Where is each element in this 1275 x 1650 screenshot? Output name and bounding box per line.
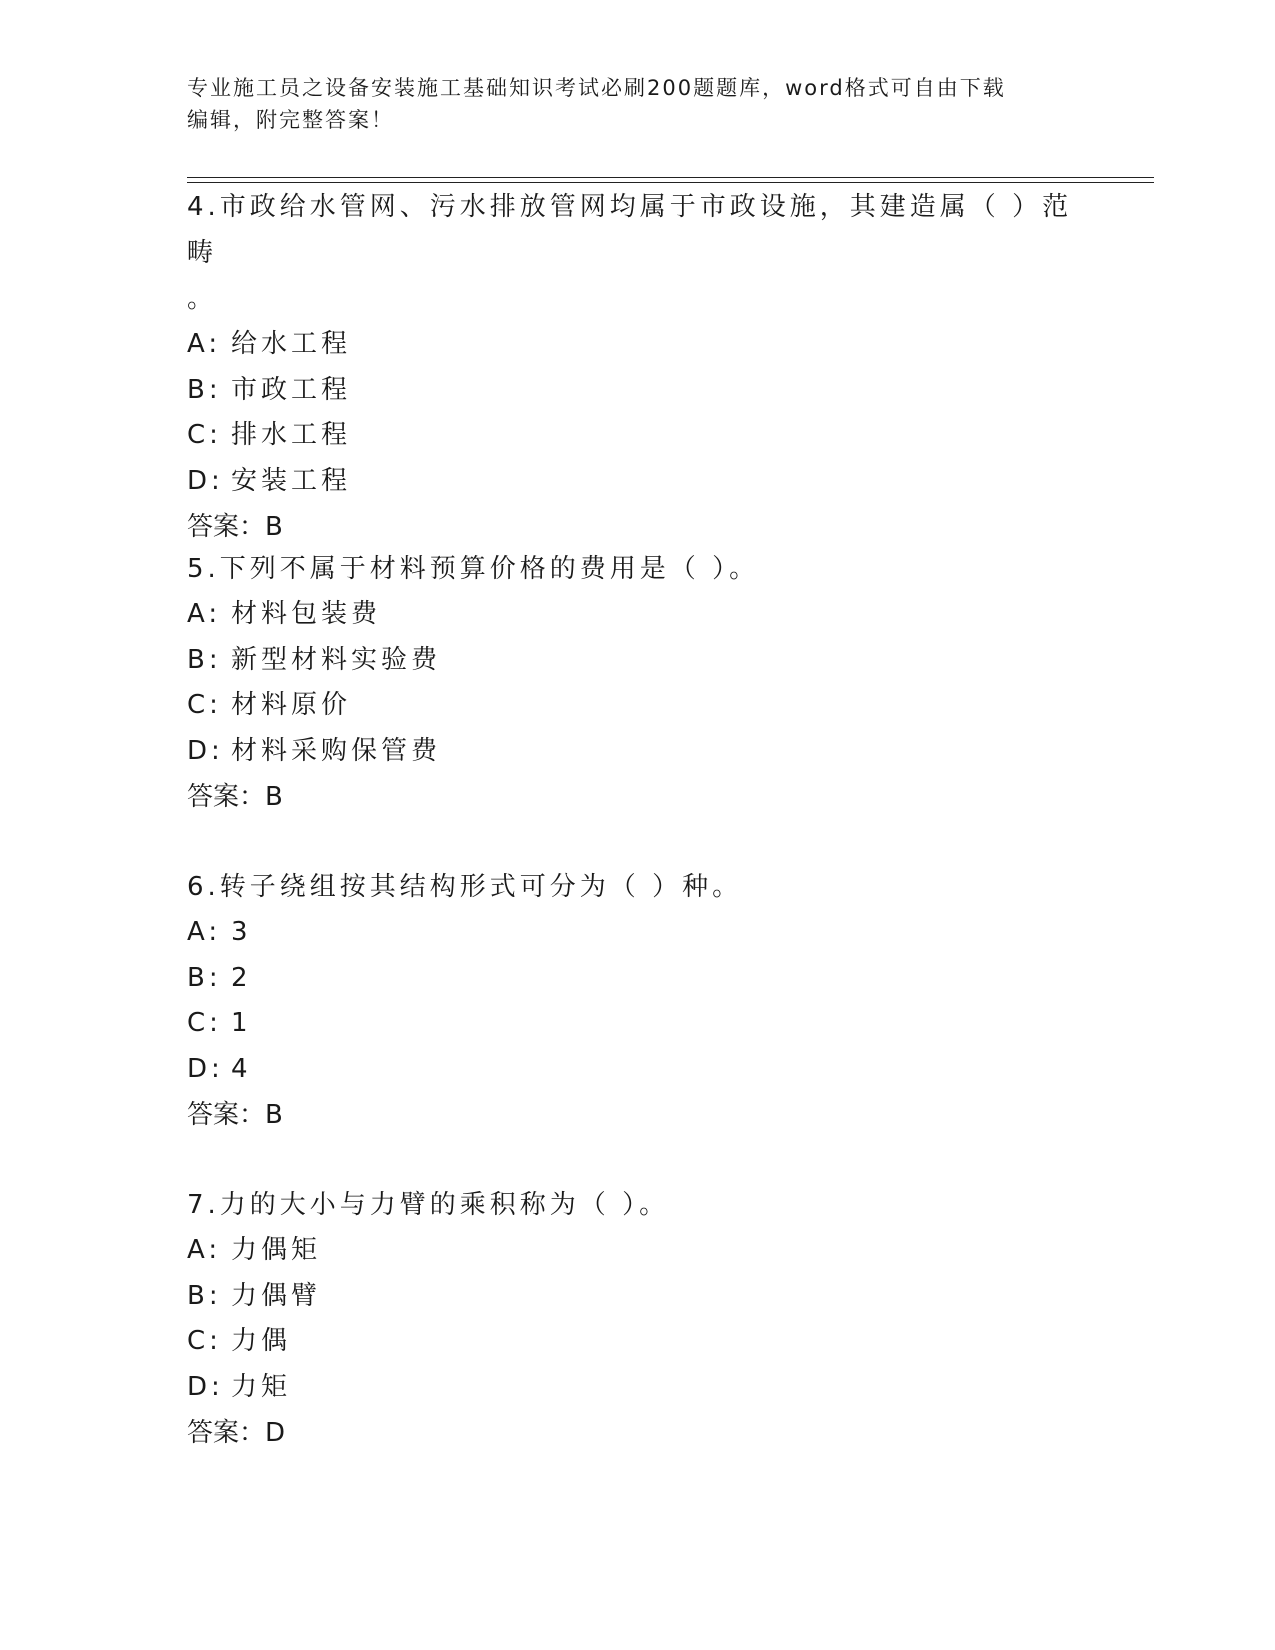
option-label: B: xyxy=(187,1280,222,1311)
option-c xyxy=(187,683,1077,729)
question-stem: 4.市政给水管网、污水排放管网均属于市政设施，其建造属（ ）范畴 xyxy=(187,192,1073,268)
option-d xyxy=(187,459,1077,505)
answer-line: 答案：B xyxy=(187,1100,283,1130)
answer-line: 答案：D xyxy=(187,1418,286,1448)
option-text: 力偶 xyxy=(231,1326,292,1356)
answer-line: 答案：B xyxy=(187,512,283,542)
option-label: D: xyxy=(187,1053,224,1084)
answer-line: 答案：B xyxy=(187,782,283,812)
option-c xyxy=(187,413,1077,459)
option-text: 材料原价 xyxy=(231,690,352,720)
option-label: D: xyxy=(187,465,224,496)
option-text: 力偶矩 xyxy=(231,1235,322,1265)
option-text: 力偶臂 xyxy=(231,1280,322,1311)
option-text: 给水工程 xyxy=(231,329,352,359)
question-stem: 6.转子绕组按其结构形式可分为（ ）种。 xyxy=(187,872,743,902)
document-header xyxy=(187,72,1067,136)
option-label: A: xyxy=(187,599,222,629)
option-a xyxy=(187,910,1077,956)
option-d xyxy=(187,729,1077,775)
header-divider-top xyxy=(187,177,1154,178)
option-a xyxy=(187,1228,1077,1274)
option-b xyxy=(187,1274,1077,1320)
option-text: 新型材料实验费 xyxy=(231,644,442,675)
question-block-5 xyxy=(187,546,1077,820)
option-label: D: xyxy=(187,1371,224,1402)
option-text: 3 xyxy=(231,917,252,947)
option-d xyxy=(187,1047,1077,1093)
option-label: D: xyxy=(187,735,224,766)
option-text: 1 xyxy=(231,1008,252,1038)
question-stem: 7.力的大小与力臂的乘积称为（ ）。 xyxy=(187,1190,670,1220)
option-b xyxy=(187,368,1077,414)
option-text: 力矩 xyxy=(231,1371,292,1402)
header-divider-bottom xyxy=(187,182,1154,183)
question-block-6 xyxy=(187,864,1077,1138)
option-label: B: xyxy=(187,374,222,405)
question-block-4 xyxy=(187,184,1077,550)
option-label: C: xyxy=(187,420,222,450)
question-stem: 5.下列不属于材料预算价格的费用是（ ）。 xyxy=(187,554,760,584)
option-a xyxy=(187,592,1077,638)
option-label: B: xyxy=(187,644,222,675)
option-b xyxy=(187,956,1077,1002)
option-text: 安装工程 xyxy=(231,465,352,496)
option-text: 排水工程 xyxy=(231,420,352,450)
option-c xyxy=(187,1001,1077,1047)
option-label: B: xyxy=(187,962,222,993)
option-text: 4 xyxy=(231,1053,252,1084)
option-text: 材料包装费 xyxy=(231,599,382,629)
option-text: 材料采购保管费 xyxy=(231,735,442,766)
header-line-1: 专业施工员之设备安装施工基础知识考试必刷200题题库，word格式可自由下载 xyxy=(187,76,1006,100)
option-label: A: xyxy=(187,1235,222,1265)
option-label: A: xyxy=(187,917,222,947)
option-label: A: xyxy=(187,329,222,359)
option-label: C: xyxy=(187,1326,222,1356)
option-c xyxy=(187,1319,1077,1365)
header-line-2: 编辑，附完整答案！ xyxy=(187,108,394,132)
option-b xyxy=(187,638,1077,684)
option-label: C: xyxy=(187,690,222,720)
question-block-7 xyxy=(187,1182,1077,1456)
option-d xyxy=(187,1365,1077,1411)
option-a xyxy=(187,322,1077,368)
question-stem-continuation: 。 xyxy=(187,284,218,314)
option-text: 2 xyxy=(231,962,252,993)
option-text: 市政工程 xyxy=(231,374,352,405)
option-label: C: xyxy=(187,1008,222,1038)
